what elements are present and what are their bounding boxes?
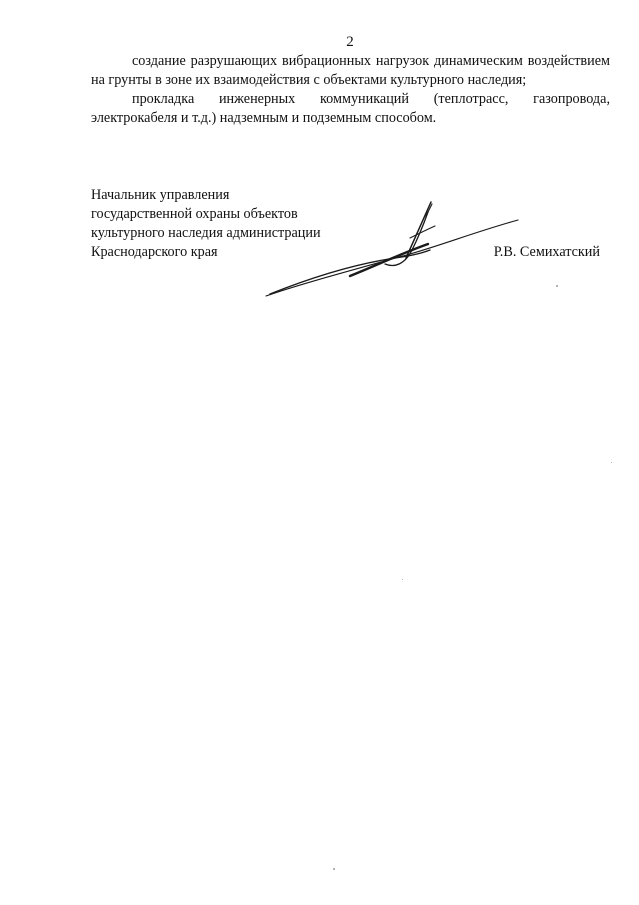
paragraph-vibration-loads: создание разрушающих вибрационных нагрузок динамическим воздействием на грунты в зоне их взаимодействия с объектами культурного наследия; bbox=[91, 53, 610, 88]
scan-speck bbox=[556, 285, 558, 287]
handwritten-signature bbox=[260, 198, 530, 302]
scan-speck bbox=[402, 579, 403, 580]
page-number: 2 bbox=[346, 34, 354, 50]
signatory-name: Р.В. Семихатский bbox=[493, 244, 600, 260]
signatory-position-line: государственной охраны объектов bbox=[91, 206, 298, 222]
paragraph-utility-lines: прокладка инженерных коммуникаций (теплотрасс, газопровода, электрокабеля и т.д.) надземным и подземным способом. bbox=[91, 91, 610, 126]
scan-speck bbox=[333, 868, 335, 870]
scan-speck bbox=[611, 462, 612, 463]
document-body bbox=[91, 52, 610, 128]
signatory-position-line: Начальник управления bbox=[91, 187, 230, 203]
signatory-position-line: культурного наследия администрации bbox=[91, 225, 321, 241]
signatory-position-line: Краснодарского края bbox=[91, 244, 218, 260]
